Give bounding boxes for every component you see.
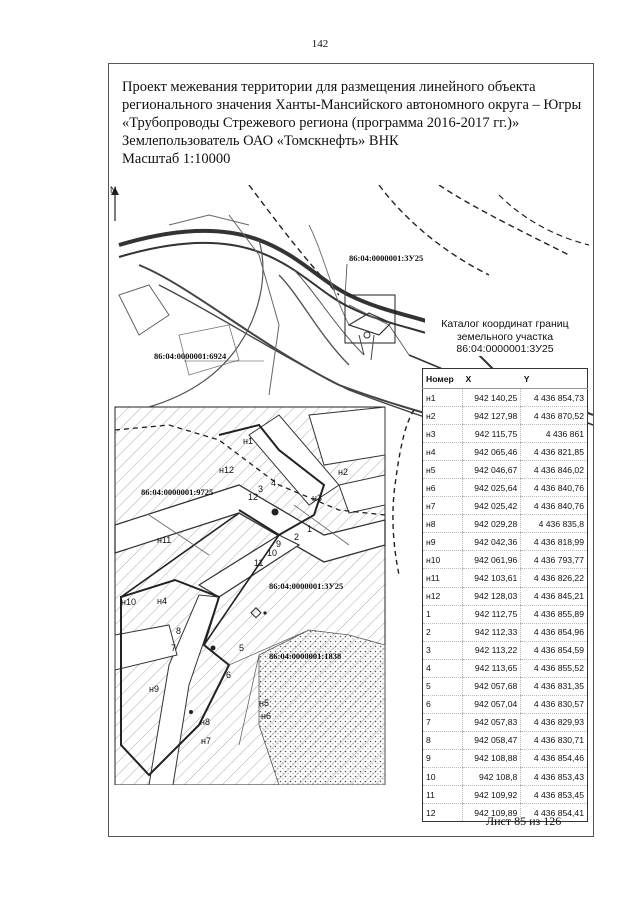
catalog-title-line-2: земельного участка	[456, 330, 554, 343]
x-coordinate-cell: 942 029,28	[462, 515, 520, 533]
table-header-row	[423, 369, 588, 389]
table-row	[423, 443, 588, 461]
map-title-block	[122, 78, 592, 168]
scale-line: Масштаб 1:10000	[122, 151, 231, 167]
table-row	[423, 389, 588, 407]
point-label-10: 10	[267, 548, 278, 558]
table-row	[423, 515, 588, 533]
table-row	[423, 569, 588, 587]
x-coordinate-cell: 942 061,96	[462, 551, 520, 569]
y-coordinate-cell: 4 436 853,45	[521, 786, 588, 804]
table-row	[423, 659, 588, 677]
table-row	[423, 677, 588, 695]
y-coordinate-cell: 4 436 855,89	[521, 605, 588, 623]
point-label-9: 9	[276, 539, 282, 549]
point-number-cell: 2	[423, 623, 463, 641]
table-row	[423, 695, 588, 713]
point-number-cell: н1	[423, 389, 463, 407]
x-coordinate-cell: 942 112,75	[462, 605, 520, 623]
table-row	[423, 587, 588, 605]
x-coordinate-cell: 942 140,25	[462, 389, 520, 407]
x-coordinate-cell: 942 042,36	[462, 533, 520, 551]
x-coordinate-cell: 942 025,42	[462, 497, 520, 515]
y-coordinate-cell: 4 436 854,59	[521, 641, 588, 659]
sheet-label: Лист 85 из 126	[486, 814, 562, 828]
y-coordinate-cell: 4 436 846,02	[521, 461, 588, 479]
y-coordinate-cell: 4 436 854,73	[521, 389, 588, 407]
x-coordinate-cell: 942 108,88	[462, 749, 520, 767]
point-label-n6: н6	[261, 711, 271, 721]
point-label-2: 2	[294, 532, 300, 542]
y-coordinate-cell: 4 436 821,85	[521, 443, 588, 461]
point-label-12: 12	[248, 492, 259, 502]
cadastral-label-3u25-top: 86:04:0000001:3У25	[349, 253, 424, 263]
point-label-7: 7	[171, 643, 177, 653]
title-line-2: регионального значения Ханты-Мансийского автономного округа – Югры	[122, 97, 582, 113]
y-coordinate-cell: 4 436 829,93	[521, 713, 588, 731]
point-number-cell: н8	[423, 515, 463, 533]
point-label-5: 5	[239, 643, 245, 653]
cadastral-label-1838: 86:04:0000001:1838	[269, 651, 342, 661]
point-label-n9: н9	[149, 684, 159, 694]
point-label-8: 8	[176, 626, 182, 636]
detail-map	[115, 407, 385, 785]
point-number-cell: 8	[423, 731, 463, 749]
x-coordinate-cell: 942 109,92	[462, 786, 520, 804]
point-number-cell: н4	[423, 443, 463, 461]
point-label-3: 3	[258, 484, 264, 494]
x-coordinate-cell: 942 065,46	[462, 443, 520, 461]
point-number-cell: н5	[423, 461, 463, 479]
point-number-cell: 10	[423, 767, 463, 785]
point-label-4: 4	[271, 478, 277, 488]
point-number-cell: н9	[423, 533, 463, 551]
x-coordinate-cell: 942 103,61	[462, 569, 520, 587]
column-header-x: X	[462, 369, 520, 389]
point-number-cell: 5	[423, 677, 463, 695]
table-row	[423, 551, 588, 569]
point-label-n3: н3	[312, 493, 322, 503]
point-number-cell: 1	[423, 605, 463, 623]
x-coordinate-cell: 942 113,22	[462, 641, 520, 659]
land-user-line: Землепользователь ОАО «Томскнефть» ВНК	[122, 133, 399, 149]
table-row	[423, 425, 588, 443]
cadastral-label-6924: 86:04:0000001:6924	[154, 351, 227, 361]
table-row	[423, 713, 588, 731]
coordinate-table	[422, 368, 588, 822]
column-header-number: Номер	[423, 369, 463, 389]
y-coordinate-cell: 4 436 835,8	[521, 515, 588, 533]
point-label-n8: н8	[200, 717, 210, 727]
table-row	[423, 461, 588, 479]
y-coordinate-cell: 4 436 854,46	[521, 749, 588, 767]
y-coordinate-cell: 4 436 818,99	[521, 533, 588, 551]
table-row	[423, 479, 588, 497]
point-number-cell: н7	[423, 497, 463, 515]
x-coordinate-cell: 942 057,04	[462, 695, 520, 713]
table-row	[423, 641, 588, 659]
point-number-cell: н3	[423, 425, 463, 443]
point-label-n4: н4	[157, 596, 167, 606]
point-label-n1: н1	[243, 436, 253, 446]
title-line-3: «Трубопроводы Стрежевого региона (программа 2016-2017 гг.)»	[122, 115, 520, 131]
table-row	[423, 767, 588, 785]
x-coordinate-cell: 942 115,75	[462, 425, 520, 443]
y-coordinate-cell: 4 436 854,96	[521, 623, 588, 641]
y-coordinate-cell: 4 436 845,21	[521, 587, 588, 605]
y-coordinate-cell: 4 436 826,22	[521, 569, 588, 587]
y-coordinate-cell: 4 436 854,41	[521, 804, 588, 822]
y-coordinate-cell: 4 436 853,43	[521, 767, 588, 785]
y-coordinate-cell: 4 436 861	[521, 425, 588, 443]
table-row	[423, 407, 588, 425]
point-number-cell: н6	[423, 479, 463, 497]
point-label-n2: н2	[338, 467, 348, 477]
table-row	[423, 605, 588, 623]
point-number-cell: н2	[423, 407, 463, 425]
table-row	[423, 786, 588, 804]
x-coordinate-cell: 942 057,68	[462, 677, 520, 695]
point-label-n12: н12	[219, 465, 234, 475]
point-label-6: 6	[226, 670, 232, 680]
catalog-title	[425, 318, 585, 356]
x-coordinate-cell: 942 128,03	[462, 587, 520, 605]
y-coordinate-cell: 4 436 830,71	[521, 731, 588, 749]
y-coordinate-cell: 4 436 840,76	[521, 497, 588, 515]
x-coordinate-cell: 942 108,8	[462, 767, 520, 785]
point-label-n7: н7	[201, 736, 211, 746]
point-number-cell: н10	[423, 551, 463, 569]
y-coordinate-cell: 4 436 840,76	[521, 479, 588, 497]
table-row	[423, 623, 588, 641]
y-coordinate-cell: 4 436 870,52	[521, 407, 588, 425]
point-label-n11: н11	[157, 535, 172, 545]
point-number-cell: 9	[423, 749, 463, 767]
point-number-cell: 12	[423, 804, 463, 822]
y-coordinate-cell: 4 436 855,52	[521, 659, 588, 677]
point-number-cell: 4	[423, 659, 463, 677]
x-coordinate-cell: 942 112,33	[462, 623, 520, 641]
table-row	[423, 533, 588, 551]
point-number-cell: 3	[423, 641, 463, 659]
x-coordinate-cell: 942 025,64	[462, 479, 520, 497]
coordinate-table-body	[423, 389, 588, 822]
point-label-11: 11	[254, 558, 264, 568]
point-label-n10: н10	[121, 597, 136, 607]
cadastral-label-3u25-detail: 86:04:0000001:3У25	[269, 581, 344, 591]
north-label: N	[110, 185, 117, 195]
x-coordinate-cell: 942 127,98	[462, 407, 520, 425]
x-coordinate-cell: 942 057,83	[462, 713, 520, 731]
y-coordinate-cell: 4 436 831,35	[521, 677, 588, 695]
x-coordinate-cell: 942 058,47	[462, 731, 520, 749]
point-number-cell: 11	[423, 786, 463, 804]
y-coordinate-cell: 4 436 830,57	[521, 695, 588, 713]
column-header-y: Y	[521, 369, 588, 389]
cadastral-label-9725: 86:04:0000001:9725	[141, 487, 214, 497]
y-coordinate-cell: 4 436 793,77	[521, 551, 588, 569]
x-coordinate-cell: 942 046,67	[462, 461, 520, 479]
table-row	[423, 497, 588, 515]
point-label-1: 1	[307, 524, 313, 534]
x-coordinate-cell: 942 113,65	[462, 659, 520, 677]
table-row	[423, 749, 588, 767]
page-number: 142	[311, 38, 329, 50]
x-coordinate-cell: 942 109,89	[462, 804, 520, 822]
catalog-title-line-3: 86:04:0000001:3У25	[456, 343, 554, 355]
catalog-title-line-1: Каталог координат границ	[441, 318, 569, 330]
point-number-cell: 6	[423, 695, 463, 713]
table-row	[423, 731, 588, 749]
point-number-cell: н11	[423, 569, 463, 587]
point-number-cell: 7	[423, 713, 463, 731]
point-number-cell: н12	[423, 587, 463, 605]
point-label-n5: н5	[259, 698, 269, 708]
title-line-1: Проект межевания территории для размещения линейного объекта	[122, 79, 536, 95]
